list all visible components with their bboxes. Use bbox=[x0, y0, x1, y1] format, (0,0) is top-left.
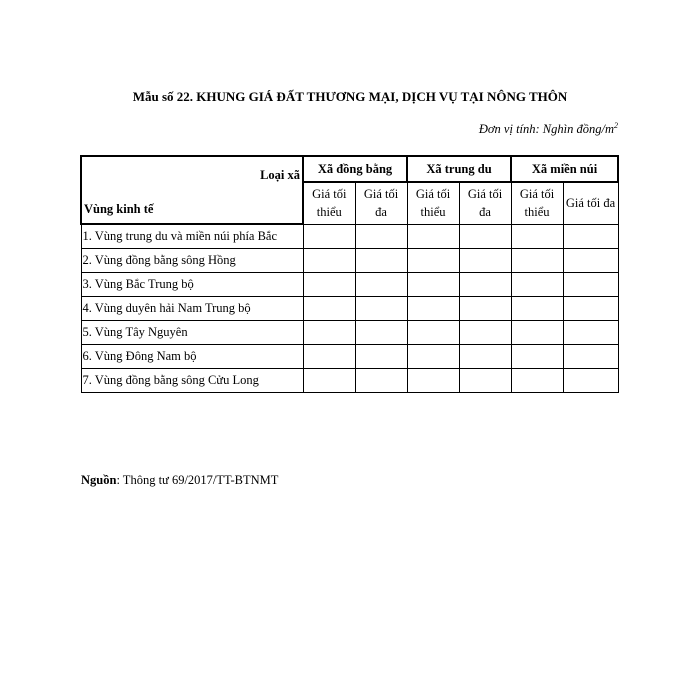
price-cell bbox=[303, 321, 355, 345]
subheader-min-price: Giá tối thiểu bbox=[511, 182, 563, 224]
price-cell bbox=[355, 273, 407, 297]
source-label: Nguồn bbox=[81, 473, 117, 487]
price-cell bbox=[511, 273, 563, 297]
price-cell bbox=[303, 297, 355, 321]
price-cell bbox=[563, 321, 618, 345]
price-cell bbox=[459, 369, 511, 393]
row-label: 7. Vùng đồng bằng sông Cửu Long bbox=[81, 369, 303, 393]
group-header-midlands: Xã trung du bbox=[407, 156, 511, 182]
price-cell bbox=[355, 224, 407, 249]
price-cell bbox=[355, 297, 407, 321]
price-cell bbox=[459, 224, 511, 249]
row-label: 4. Vùng duyên hải Nam Trung bộ bbox=[81, 297, 303, 321]
price-cell bbox=[459, 249, 511, 273]
unit-note bbox=[479, 121, 618, 137]
header-economic-region: Vùng kinh tế bbox=[84, 202, 154, 216]
subheader-max-price: Giá tối đa bbox=[355, 182, 407, 224]
unit-text: Đơn vị tính: Nghìn đồng/m bbox=[478, 122, 614, 136]
price-cell bbox=[407, 297, 459, 321]
price-cell bbox=[511, 369, 563, 393]
header-row-groups bbox=[81, 156, 618, 182]
price-cell bbox=[355, 321, 407, 345]
group-header-mountains: Xã miền núi bbox=[511, 156, 618, 182]
document-title: Mẫu số 22. KHUNG GIÁ ĐẤT THƯƠNG MẠI, DỊCH VỤ TẠI NÔNG THÔN bbox=[132, 89, 568, 104]
subheader-max-price: Giá tối đa bbox=[459, 182, 511, 224]
source-note bbox=[81, 473, 278, 488]
price-cell bbox=[563, 345, 618, 369]
price-cell bbox=[459, 345, 511, 369]
table-row bbox=[81, 224, 618, 249]
row-label: 2. Vùng đồng bằng sông Hồng bbox=[81, 249, 303, 273]
table-row bbox=[81, 369, 618, 393]
table-row bbox=[81, 249, 618, 273]
price-cell bbox=[303, 273, 355, 297]
header-corner-cell bbox=[81, 156, 303, 224]
price-cell bbox=[407, 321, 459, 345]
price-cell bbox=[459, 321, 511, 345]
price-cell bbox=[563, 224, 618, 249]
source-text: : Thông tư 69/2017/TT-BTNMT bbox=[116, 473, 279, 487]
table-row bbox=[81, 345, 618, 369]
price-cell bbox=[303, 369, 355, 393]
price-cell bbox=[355, 345, 407, 369]
price-cell bbox=[459, 297, 511, 321]
price-cell bbox=[355, 369, 407, 393]
price-table bbox=[80, 155, 619, 393]
price-cell bbox=[407, 345, 459, 369]
price-cell bbox=[459, 273, 511, 297]
price-cell bbox=[355, 249, 407, 273]
unit-superscript: 2 bbox=[614, 121, 618, 130]
row-label: 3. Vùng Bắc Trung bộ bbox=[81, 273, 303, 297]
table-row bbox=[81, 273, 618, 297]
price-cell bbox=[407, 224, 459, 249]
price-cell bbox=[303, 345, 355, 369]
header-commune-type: Loại xã bbox=[260, 168, 300, 182]
subheader-max-price: Giá tối đa bbox=[563, 182, 618, 224]
price-cell bbox=[511, 224, 563, 249]
price-cell bbox=[563, 369, 618, 393]
price-cell bbox=[511, 345, 563, 369]
price-cell bbox=[563, 249, 618, 273]
price-cell bbox=[303, 224, 355, 249]
subheader-min-price: Giá tối thiểu bbox=[303, 182, 355, 224]
row-label: 6. Vùng Đông Nam bộ bbox=[81, 345, 303, 369]
price-cell bbox=[511, 297, 563, 321]
table-row bbox=[81, 297, 618, 321]
price-cell bbox=[563, 273, 618, 297]
price-cell bbox=[511, 249, 563, 273]
price-cell bbox=[303, 249, 355, 273]
price-cell bbox=[511, 321, 563, 345]
price-cell bbox=[563, 297, 618, 321]
group-header-plains: Xã đồng bằng bbox=[303, 156, 407, 182]
subheader-min-price: Giá tối thiểu bbox=[407, 182, 459, 224]
row-label: 1. Vùng trung du và miền núi phía Bắc bbox=[81, 224, 303, 249]
row-label: 5. Vùng Tây Nguyên bbox=[81, 321, 303, 345]
price-cell bbox=[407, 249, 459, 273]
price-cell bbox=[407, 273, 459, 297]
price-cell bbox=[407, 369, 459, 393]
table-row bbox=[81, 321, 618, 345]
